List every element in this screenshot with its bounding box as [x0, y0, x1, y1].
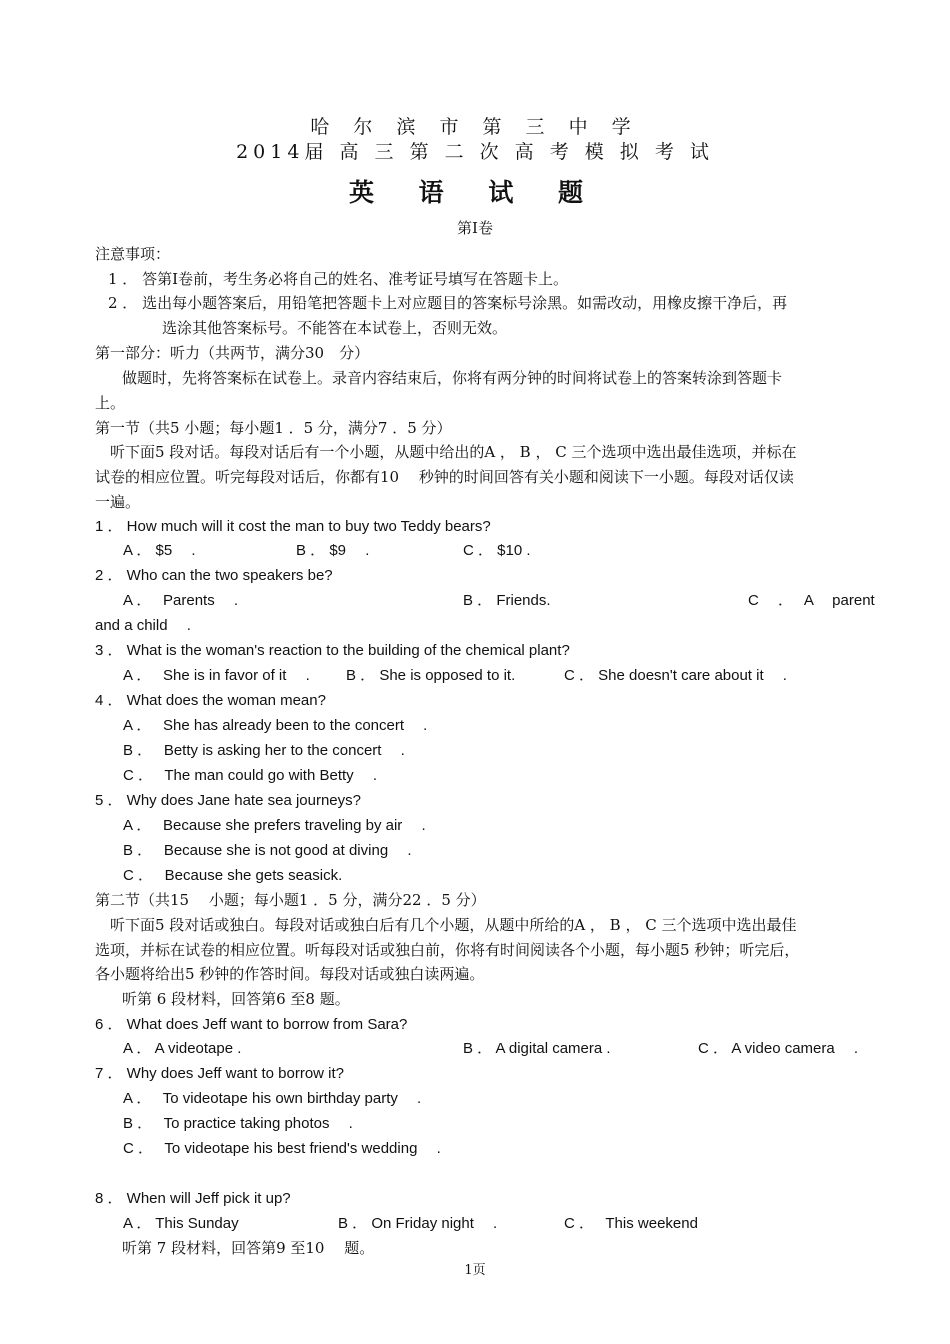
- q3-stem: 3 ． What is the woman's reaction to the building of the chemical plant?: [95, 642, 570, 659]
- q5-stem: 5 ． Why does Jane hate sea journeys?: [95, 792, 361, 809]
- q8-stem: 8 ． When will Jeff pick it up?: [95, 1190, 291, 1207]
- note-item-2: 2 ． 选出每小题答案后，用铅笔把答题卡上对应题目的答案标号涂黑。如需改动，用橡皮擦干净后，再: [108, 294, 788, 312]
- q1-option-b: B ． $9 .: [296, 542, 370, 559]
- q1-option-a: A ． $5 .: [123, 542, 196, 559]
- q2-option-b: B ． Friends.: [463, 592, 551, 609]
- volume-label: 第Ⅰ卷: [457, 219, 493, 237]
- part1-intro: 做题时，先将答案标在试卷上。录音内容结束后，你将有两分钟的时间将试卷上的答案转涂到答题卡: [122, 369, 783, 387]
- q3-option-a: A ． She is in favor of it .: [123, 667, 310, 684]
- q5-option-a: A ． Because she prefers traveling by air .: [123, 817, 426, 834]
- q7-option-b: B ． To practice taking photos .: [123, 1115, 353, 1132]
- q7-option-a: A ． To videotape his own birthday party .: [123, 1090, 422, 1107]
- q4-option-a: A ． She has already been to the concert .: [123, 717, 428, 734]
- part1-title: 第一部分：听力（共两节，满分30 分）: [95, 344, 370, 362]
- q8-option-a: A ． This Sunday: [123, 1215, 239, 1232]
- section1-title: 第一节（共5 小题；每小题1 ．5 分，满分7 ．5 分）: [95, 419, 452, 437]
- section1-intro: 听下面5 段对话。每段对话后有一个小题，从题中给出的A ， B ， C 三个选项中选出最佳选项，并标在: [110, 443, 797, 461]
- q6-option-c: C ． A video camera .: [698, 1040, 859, 1057]
- q2-option-a: A ． Parents .: [123, 592, 239, 609]
- exam-title: 2014届 高 三 第 二 次 高 考 模 拟 考 试: [236, 141, 714, 163]
- subject-title: 英 语 试 题: [348, 178, 602, 207]
- note-item-1: 1 ． 答第Ⅰ卷前，考生务必将自己的姓名、准考证号填写在答题卡上。: [108, 270, 569, 288]
- q7-option-c: C ． To videotape his best friend's wedding .: [123, 1140, 441, 1157]
- part1-intro-cont: 上。: [95, 394, 126, 412]
- notes-title: 注意事项：: [95, 245, 171, 263]
- q4-option-c: C ． The man could go with Betty .: [123, 767, 377, 784]
- section2-title: 第二节（共15 小题；每小题1 ．5 分，满分22 ．5 分）: [95, 891, 486, 909]
- q8-option-c: C ． This weekend: [564, 1215, 698, 1232]
- q7-stem: 7 ． Why does Jeff want to borrow it?: [95, 1065, 345, 1082]
- q6-option-a: A ． A videotape .: [123, 1040, 242, 1057]
- q2-stem: 2 ． Who can the two speakers be?: [95, 567, 333, 584]
- q3-option-c: C ． She doesn't care about it .: [564, 667, 787, 684]
- note-item-2-cont: 选涂其他答案标号。不能答在本试卷上，否则无效。: [162, 319, 508, 337]
- q8-option-b: B ． On Friday night .: [338, 1215, 498, 1232]
- q5-option-c: C ． Because she gets seasick.: [123, 867, 343, 884]
- school-name: 哈 尔 滨 市 第 三 中 学: [310, 116, 640, 138]
- q2-option-c: C ． A parent: [748, 592, 875, 609]
- section1-intro-cont: 试卷的相应位置。听完每段对话后，你都有10 秒钟的时间回答有关小题和阅读下一小题。每段对话仅读: [95, 468, 794, 486]
- section2-intro-end: 各小题将给出5 秒钟的作答时间。每段对话或独白读两遍。: [95, 965, 485, 983]
- q5-option-b: B ． Because she is not good at diving .: [123, 842, 412, 859]
- section2-intro-cont: 选项，并标在试卷的相应位置。听每段对话或独白前，你将有时间阅读各个小题，每小题5 秒钟；听完后，: [95, 941, 800, 959]
- q3-option-b: B ． She is opposed to it.: [346, 667, 516, 684]
- page-number: 1页: [464, 1263, 486, 1278]
- q1-stem: 1 ． How much will it cost the man to buy two Teddy bears?: [95, 518, 491, 535]
- q2-option-c-cont: and a child .: [95, 617, 191, 634]
- q4-option-b: B ． Betty is asking her to the concert .: [123, 742, 405, 759]
- section1-intro-end: 一遍。: [95, 493, 141, 511]
- q4-stem: 4 ． What does the woman mean?: [95, 692, 326, 709]
- q6-stem: 6 ． What does Jeff want to borrow from Sara?: [95, 1016, 408, 1033]
- section2-intro: 听下面5 段对话或独白。每段对话或独白后有几个小题，从题中所给的A ， B ， C 三个选项中选出最佳: [110, 916, 797, 934]
- q6-option-b: B ． A digital camera .: [463, 1040, 611, 1057]
- material-6-note: 听第 6 段材料，回答第6 至8 题。: [122, 990, 350, 1008]
- material-7-note: 听第 7 段材料，回答第9 至10 题。: [122, 1239, 375, 1257]
- q1-option-c: C ． $10 .: [463, 542, 531, 559]
